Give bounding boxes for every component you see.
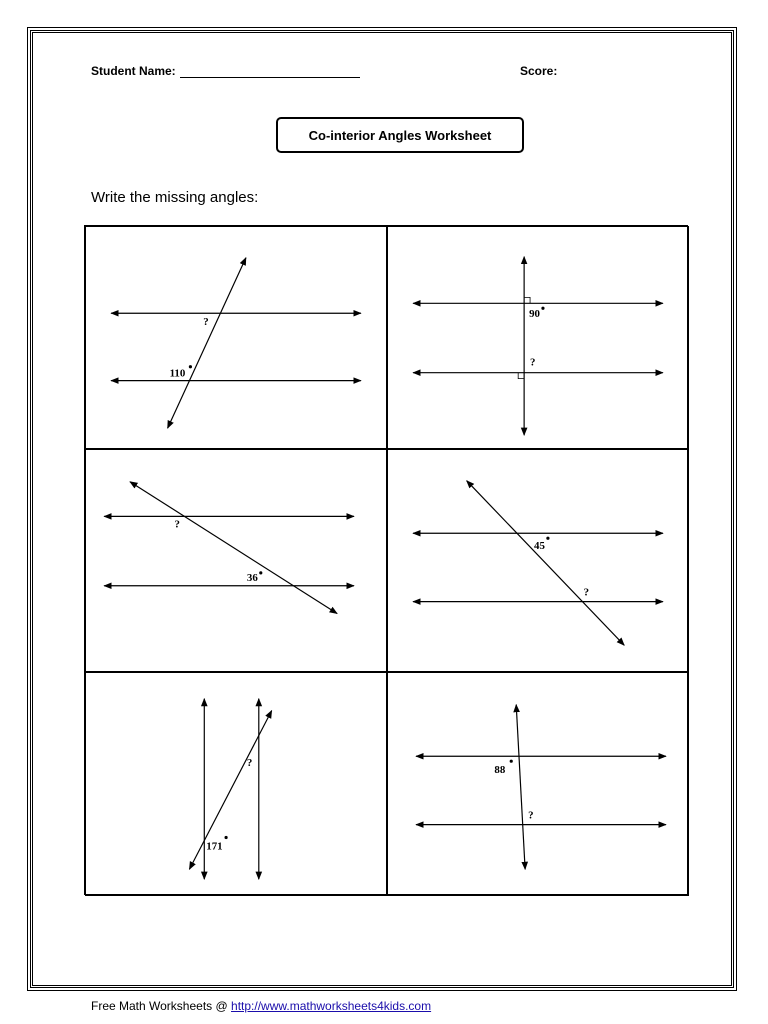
- problem-2: [387, 226, 689, 449]
- problem-1-known-angle: 110: [169, 367, 186, 380]
- degree-mark: [189, 365, 192, 368]
- problem-3-known-angle: 36: [246, 571, 258, 584]
- student-name-blank[interactable]: [180, 77, 360, 78]
- worksheet-title: Co-interior Angles Worksheet: [276, 117, 524, 153]
- problem-2-unknown: ?: [530, 356, 536, 369]
- degree-mark: [225, 836, 228, 839]
- problem-6-unknown: ?: [528, 809, 534, 822]
- problem-5: [85, 672, 387, 896]
- problem-5-known-angle: 171: [206, 840, 223, 853]
- problem-1-diagram: [86, 227, 386, 448]
- problem-5-unknown: ?: [246, 757, 253, 770]
- problem-5-diagram: [86, 673, 386, 895]
- problem-3: [85, 449, 387, 672]
- footer: [91, 999, 431, 1013]
- problem-6-diagram: [388, 673, 688, 895]
- score-label: Score:: [520, 64, 558, 78]
- degree-mark: [510, 760, 513, 763]
- degree-mark: [259, 571, 262, 574]
- problem-1: [85, 226, 387, 449]
- problem-6-known-angle: 88: [494, 764, 506, 777]
- problem-4-known-angle: 45: [534, 540, 545, 553]
- right-angle-mark: [518, 373, 524, 379]
- problem-2-known-angle: 90: [529, 308, 540, 321]
- footer-link[interactable]: http://www.mathworksheets4kids.com: [231, 999, 432, 1013]
- student-name-label: Student Name:: [91, 64, 176, 78]
- degree-mark: [541, 307, 544, 310]
- instructions: Write the missing angles:: [91, 189, 259, 206]
- problem-6: [387, 672, 689, 896]
- problem-3-unknown: ?: [174, 518, 181, 531]
- right-angle-mark: [524, 297, 530, 303]
- degree-mark: [546, 537, 549, 540]
- problem-1-unknown: ?: [203, 316, 209, 329]
- footer-text: Free Math Worksheets @: [91, 999, 232, 1013]
- problem-4-diagram: [388, 450, 688, 671]
- problem-2-diagram: [388, 227, 688, 448]
- problem-3-diagram: [86, 450, 386, 671]
- problem-4: [387, 449, 689, 672]
- problem-grid: [84, 225, 688, 895]
- problem-4-unknown: ?: [583, 586, 590, 599]
